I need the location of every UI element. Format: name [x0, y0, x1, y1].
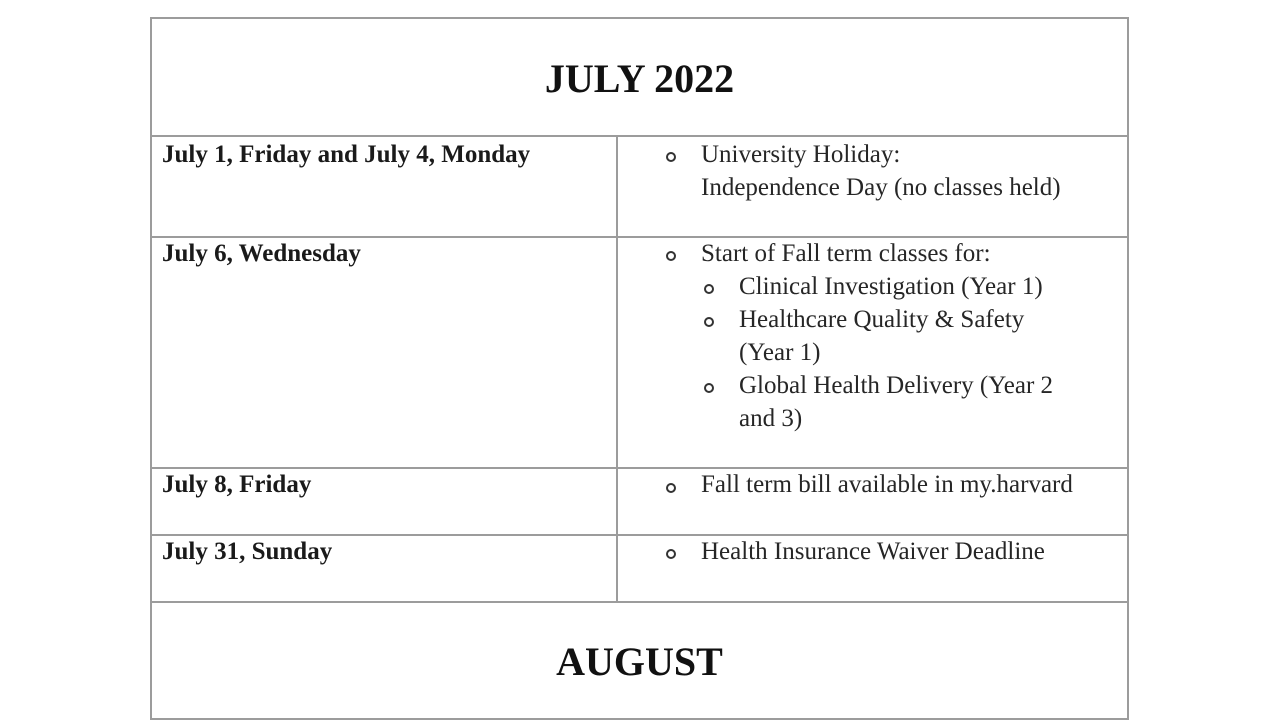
sub-item-text: Global Health Delivery (Year 2 [739, 372, 1054, 399]
sub-item-text: Healthcare Quality & Safety [739, 306, 1025, 333]
row-text: Start of Fall term classes for: [701, 240, 991, 267]
bullet-icon [666, 152, 676, 162]
row-text: University Holiday: [701, 141, 901, 168]
divider [152, 236, 1127, 238]
divider [152, 135, 1127, 137]
sub-item-text: (Year 1) [739, 339, 821, 366]
row-date: July 8, Friday [162, 471, 312, 498]
sub-bullet-icon [704, 383, 714, 393]
month-heading-august: AUGUST [556, 639, 723, 684]
sub-item-text: Clinical Investigation (Year 1) [739, 273, 1043, 300]
row-text: Health Insurance Waiver Deadline [701, 538, 1045, 565]
divider [152, 601, 1127, 603]
divider [152, 467, 1127, 469]
row-date: July 1, Friday and July 4, Monday [162, 141, 531, 168]
bullet-icon [666, 549, 676, 559]
bullet-icon [666, 483, 676, 493]
column-divider [616, 135, 618, 603]
sub-bullet-icon [704, 317, 714, 327]
bullet-icon [666, 251, 676, 261]
row-date: July 6, Wednesday [162, 240, 361, 267]
row-text: Fall term bill available in my.harvard [701, 471, 1073, 498]
month-heading-july: JULY 2022 [544, 56, 735, 101]
divider [152, 534, 1127, 536]
row-date: July 31, Sunday [162, 538, 333, 565]
row-text: Independence Day (no classes held) [701, 174, 1061, 201]
sub-item-text: and 3) [739, 405, 803, 432]
calendar-table [150, 17, 1129, 720]
sub-bullet-icon [704, 284, 714, 294]
